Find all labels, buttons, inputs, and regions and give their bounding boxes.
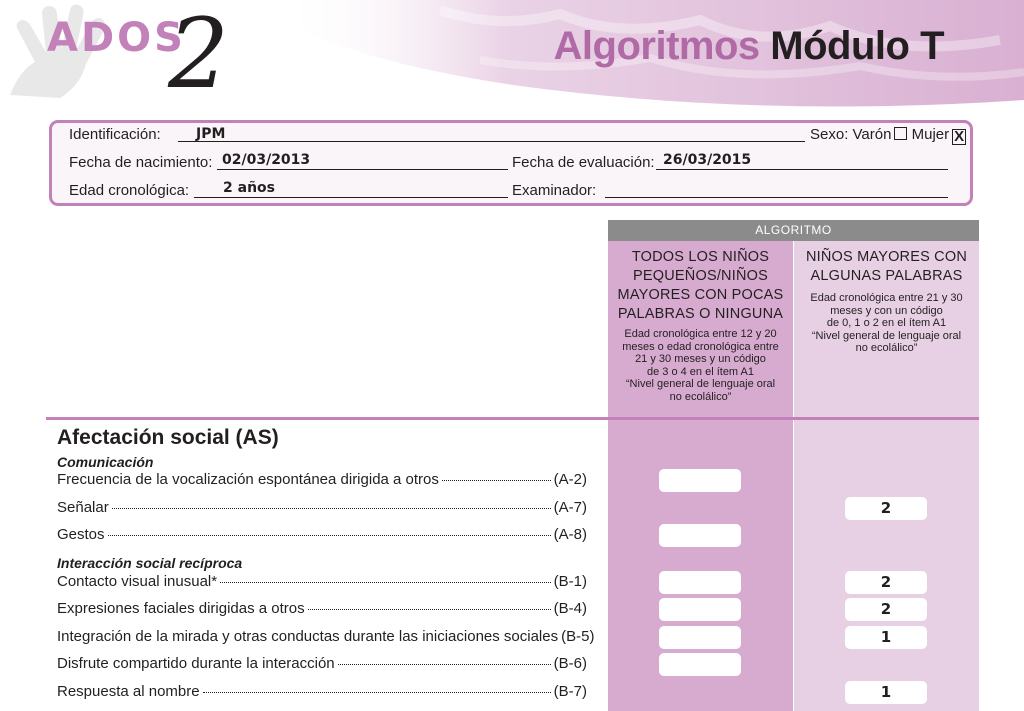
column-1-subtitle-line: de 3 o 4 en el ítem A1: [646, 365, 755, 378]
column-1-title-line: TODOS LOS NIÑOS: [631, 249, 770, 265]
item-code: (B-7): [553, 683, 587, 700]
score-box[interactable]: 2: [845, 497, 927, 520]
column-2-subtitle-line: meses y con un código: [830, 304, 943, 317]
score-box[interactable]: [659, 626, 741, 649]
female-label: Mujer: [911, 126, 950, 143]
column-1-heading: [608, 248, 793, 403]
dob-label: Fecha de nacimiento:: [69, 154, 213, 171]
score-box[interactable]: 1: [845, 626, 927, 649]
score-box[interactable]: [659, 524, 741, 547]
column-1-title-line: MAYORES CON POCAS: [617, 287, 784, 303]
item-label: Integración de la mirada y otras conductas durante las iniciaciones sociales: [57, 628, 559, 645]
item-label: Expresiones faciales dirigidas a otros: [57, 600, 305, 617]
column-1-title-line: PEQUEÑOS/NIÑOS: [633, 268, 768, 284]
id-field[interactable]: [178, 125, 805, 142]
eval-date-value: 26/03/2015: [663, 152, 752, 168]
id-label: Identificación:: [69, 126, 161, 143]
page-title-dark: Módulo T: [770, 24, 944, 68]
list-item: [57, 600, 587, 620]
column-1-subtitle-line: “Nivel general de lenguaje oral: [625, 378, 776, 390]
item-code: (B-1): [553, 573, 587, 590]
column-2-subtitle-line: “Nivel general de lenguaje oral: [811, 329, 962, 342]
score-box[interactable]: [659, 571, 741, 594]
list-item: [57, 471, 587, 491]
subsection-title: Interacción social recíproca: [57, 555, 243, 571]
item-code: (A-8): [553, 526, 587, 543]
column-1-subtitle-line: no ecolálico”: [669, 390, 732, 403]
score-box[interactable]: [659, 598, 741, 621]
item-code: (B-5): [561, 628, 595, 645]
score-box[interactable]: [659, 469, 741, 492]
subsection-title: Comunicación: [57, 454, 154, 470]
dob-value: 02/03/2013: [222, 152, 311, 168]
item-label: Frecuencia de la vocalización espontánea dirigida a otros: [57, 471, 439, 488]
algorithm-header: ALGORITMO: [608, 220, 979, 241]
item-label: Respuesta al nombre: [57, 683, 200, 700]
item-label: Contacto visual inusual*: [57, 573, 218, 590]
list-item: [57, 628, 595, 648]
column-1-subtitle-line: 21 y 30 meses y un código: [635, 353, 766, 365]
score-box[interactable]: 2: [845, 598, 927, 621]
column-2-heading: [794, 248, 979, 355]
age-value: 2 años: [223, 180, 275, 196]
column-1-subtitle-line: meses o edad cronológica entre: [622, 340, 779, 353]
female-checkbox[interactable]: X: [954, 128, 965, 145]
ados-logo-numeral: 2: [168, 0, 230, 110]
section-title: Afectación social (AS): [57, 426, 279, 449]
column-2-subtitle-line: Edad cronológica entre 21 y 30: [810, 292, 963, 304]
column-2-title-line: ALGUNAS PALABRAS: [810, 268, 963, 284]
item-label: Señalar: [57, 499, 109, 516]
male-checkbox[interactable]: [894, 127, 907, 140]
item-code: (A-2): [553, 471, 587, 488]
section-rule: [46, 417, 979, 420]
age-label: Edad cronológica:: [69, 182, 190, 199]
column-2-subtitle-line: de 0, 1 o 2 en el ítem A1: [826, 317, 947, 329]
page-title-colored: Algoritmos: [553, 24, 760, 68]
column-1-subtitle-line: Edad cronológica entre 12 y 20: [624, 328, 777, 340]
examiner-label: Examinador:: [512, 182, 597, 199]
sex-label: Sexo:: [810, 126, 849, 143]
item-code: (B-4): [553, 600, 587, 617]
list-item: [57, 573, 587, 593]
examiner-field[interactable]: [605, 181, 948, 198]
list-item: [57, 655, 587, 675]
item-label: Disfrute compartido durante la interacción: [57, 655, 335, 672]
column-2-subtitle-line: no ecolálico”: [855, 342, 918, 354]
item-label: Gestos: [57, 526, 105, 543]
score-box[interactable]: [659, 653, 741, 676]
id-value: JPM: [196, 126, 226, 142]
list-item: [57, 526, 587, 546]
list-item: [57, 499, 587, 519]
item-code: (A-7): [553, 499, 587, 516]
score-box[interactable]: 2: [845, 571, 927, 594]
score-box[interactable]: 1: [845, 681, 927, 704]
sex-field: [810, 126, 966, 145]
ados-logo-text: ADOS: [47, 15, 186, 61]
list-item: [57, 683, 587, 703]
item-code: (B-6): [553, 655, 587, 672]
male-label: Varón: [852, 126, 892, 143]
eval-date-label: Fecha de evaluación:: [512, 154, 655, 171]
column-1-title-line: PALABRAS O NINGUNA: [617, 306, 784, 322]
page-title: [554, 26, 944, 66]
column-2-title-line: NIÑOS MAYORES CON: [805, 249, 968, 265]
